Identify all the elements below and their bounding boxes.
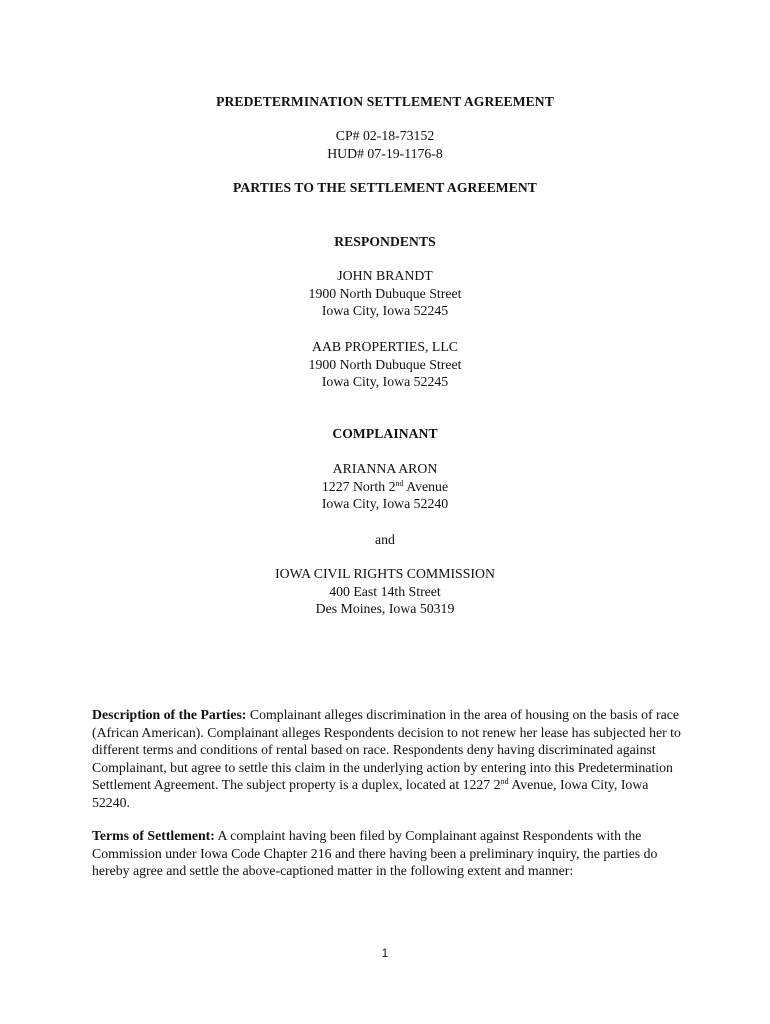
description-label: Description of the Parties: bbox=[92, 707, 247, 722]
respondent-address-block bbox=[0, 267, 770, 320]
respondents-heading: RESPONDENTS bbox=[334, 234, 436, 249]
terms-label: Terms of Settlement: bbox=[92, 828, 215, 843]
commission-street: 400 East 14th Street bbox=[329, 583, 441, 599]
complainant-name: ARIANNA ARON bbox=[332, 461, 438, 476]
complainant-street: 1227 North 2nd Avenue bbox=[321, 478, 449, 494]
respondent-city: Iowa City, Iowa 52245 bbox=[321, 303, 449, 318]
terms-paragraph: Terms of Settlement: A complaint having been filed by Complainant against Respondents with the Commission under Iowa Code Chapter 216 and there having been a preliminary inquiry, the parties do hereby agree and settle the above-captioned matter in the following extent and manner: bbox=[92, 828, 658, 878]
parties-heading: PARTIES TO THE SETTLEMENT AGREEMENT bbox=[233, 180, 537, 195]
page-number: 1 bbox=[381, 946, 389, 960]
respondent-address-block bbox=[0, 338, 770, 391]
document-title: PREDETERMINATION SETTLEMENT AGREEMENT bbox=[216, 94, 554, 109]
and-text: and bbox=[375, 532, 395, 547]
description-paragraph: Description of the Parties: Complainant alleges discrimination in the area of housing on the basis of race (African American). Complainant alleges Respondents decision to not renew her lease has subjected her to different terms and conditions of rental based on race. Respondents deny having discriminated against Complainant, but agree to settle this claim in the underlying action by entering into this Predetermination Settlement Agreement. The subject property is a duplex, located at 1227 2nd Avenue, Iowa City, Iowa 52240. bbox=[92, 707, 681, 810]
complainant-address-block bbox=[0, 460, 770, 513]
cp-number: CP# 02-18-73152 bbox=[335, 128, 435, 143]
respondent-name: JOHN BRANDT bbox=[337, 268, 433, 283]
complainant-city: Iowa City, Iowa 52240 bbox=[321, 496, 449, 511]
hud-number: HUD# 07-19-1176-8 bbox=[327, 146, 443, 161]
complainant-heading: COMPLAINANT bbox=[332, 426, 438, 441]
commission-city: Des Moines, Iowa 50319 bbox=[315, 601, 455, 616]
respondent-street: 1900 North Dubuque Street bbox=[308, 285, 462, 301]
commission-name: IOWA CIVIL RIGHTS COMMISSION bbox=[275, 566, 495, 581]
commission-address-block bbox=[0, 565, 770, 618]
respondent-city: Iowa City, Iowa 52245 bbox=[321, 374, 449, 389]
respondent-street: 1900 North Dubuque Street bbox=[308, 356, 462, 372]
respondent-name: AAB PROPERTIES, LLC bbox=[312, 339, 458, 354]
